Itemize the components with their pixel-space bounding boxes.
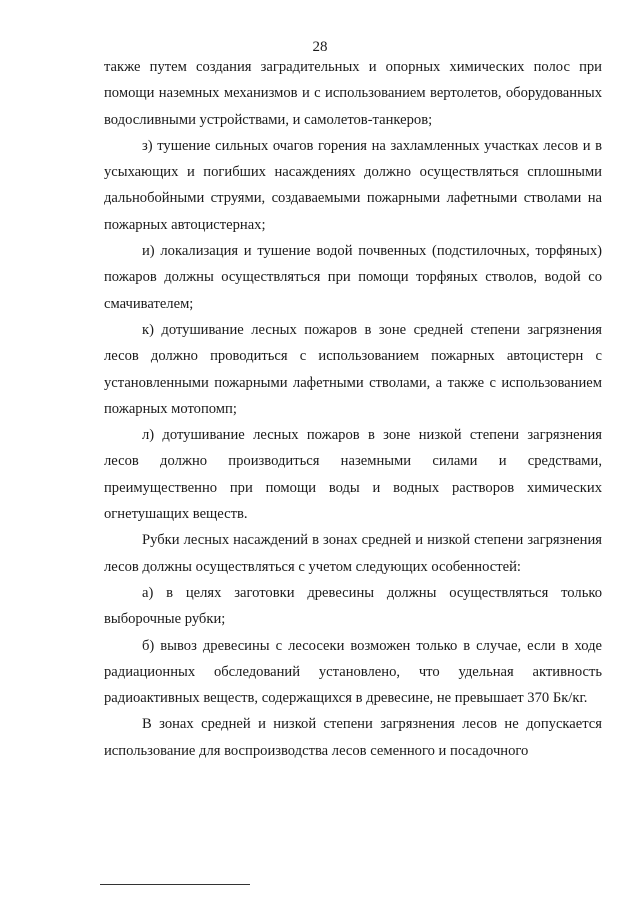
footnote-separator [100, 884, 250, 885]
paragraph-reforestation: В зонах средней и низкой степени загрязнения лесов не допускается использование для воспроизводства лесов семенного и посадочного [104, 716, 602, 759]
paragraph-continuation: также путем создания заградительных и опорных химических полос при помощи наземных механизмов и с использованием вертолетов, оборудованных водосливными устройствами, и самолетов-танкеров; [104, 59, 602, 128]
document-body [104, 54, 602, 764]
paragraph-item-z: з) тушение сильных очагов горения на захламленных участках лесов и в усыхающих и погибших насаждениях должно осуществляться сплошными дальнобойными струями, создаваемыми пожарными лафетными стволами на пожарных автоцистернах; [104, 137, 602, 233]
page-number: 28 [312, 39, 328, 55]
paragraph-item-i: и) локализация и тушение водой почвенных (подстилочных, торфяных) пожаров должны осуществляться при помощи торфяных стволов, водой со смачивателем; [104, 243, 602, 312]
paragraph-item-a: а) в целях заготовки древесины должны осуществляться только выборочные рубки; [104, 584, 602, 628]
paragraph-item-k: к) дотушивание лесных пожаров в зоне средней степени загрязнения лесов должно проводиться с использованием пожарных автоцистерн с установленными пожарными лафетными стволами, а также с использованием пожарных мотопомп; [104, 321, 602, 417]
paragraph-item-b: б) вывоз древесины с лесосеки возможен только в случае, если в ходе радиационных обследований установлено, что удельная активность радиоактивных веществ, содержащихся в древесине, не превышает 370 Бк/кг. [104, 637, 602, 707]
paragraph-logging-rules: Рубки лесных насаждений в зонах средней и низкой степени загрязнения лесов должны осуществляться с учетом следующих особенностей: [104, 532, 602, 575]
paragraph-item-l: л) дотушивание лесных пожаров в зоне низкой степени загрязнения лесов должно производиться наземными силами и средствами, преимущественно при помощи воды и водных растворов химических огнетушащих веществ. [104, 427, 602, 523]
